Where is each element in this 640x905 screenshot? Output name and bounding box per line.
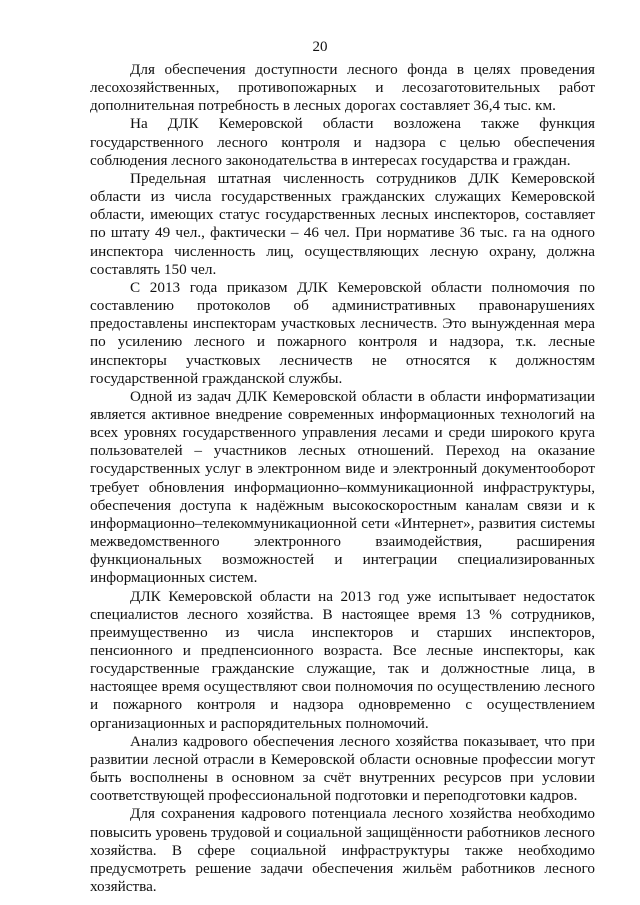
paragraph-chislennost: Предельная штатная численность сотрудников ДЛК Кемеровской области из числа государственных гражданских служащих Кемеровской области, имеющих статус государственных лесных инспекторов, составляет по штату 49 чел., фактически – 46 чел. При нормативе 36 тыс. га на одного инспектора численность лиц, осуществляющих лесную охрану, должна составлять 150 чел. xyxy=(90,169,595,278)
paragraph-kontrol: На ДЛК Кемеровской области возложена также функция государственного лесного контроля и надзора с целью обеспечения соблюдения лесного законодательства в интересах государства и граждан. xyxy=(90,115,595,169)
document-body xyxy=(90,61,595,896)
paragraph-informatizatsiya: Одной из задач ДЛК Кемеровской области в области информатизации является активное внедрение современных информационных технологий на всех уровнях государственного управления лесами и среди широкого круга пользователей – участников лесных отношений. Переход на оказание государственных услуг в электронном виде и электронный документооборот требует обновления информационно–коммуникационной инфраструктуры, обеспечения доступа к надёжным высокоскоростным каналам связи и к информационно–телекоммуникационной сети «Интернет», развития системы межведомственного электронного взаимодействия, расширения функциональных возможностей и интеграции специализированных информационных систем. xyxy=(90,387,595,587)
paragraph-analiz-kadrov: Анализ кадрового обеспечения лесного хозяйства показывает, что при развитии лесной отрасли в Кемеровской области основные профессии могут быть восполнены в основном за счёт внутренних ресурсов при условии соответствующей профессиональной подготовки и переподготовки кадров. xyxy=(90,732,595,805)
paragraph-nedostatok-kadrov: ДЛК Кемеровской области на 2013 год уже испытывает недостаток специалистов лесного хозяйства. В настоящее время 13 % сотрудников, преимущественно из числа инспекторов и старших инспекторов, пенсионного и предпенсионного возраста. Все лесные инспекторы, как государственные гражданские служащие, так и должностные лица, в настоящее время осуществляют свои полномочия по осуществлению лесного и пожарного контроля и надзора одновременно с осуществлением организационных и распорядительных полномочий. xyxy=(90,587,595,732)
paragraph-sotsialnaya-zashchita: Для сохранения кадрового потенциала лесного хозяйства необходимо повысить уровень трудовой и социальной защищённости работников лесного хозяйства. В сфере социальной инфраструктуры также необходимо предусмотреть решение задачи обеспечения жильём работников лесного хозяйства. xyxy=(90,805,595,896)
page-number: 20 xyxy=(312,39,328,55)
paragraph-protokoly: С 2013 года приказом ДЛК Кемеровской области полномочия по составлению протоколов об административных правонарушениях предоставлены инспекторам участковых лесничеств. Это вынужденная мера по усилению лесного и пожарного контроля и надзора, т.к. лесные инспекторы участковых лесничеств не относятся к должностям государственной гражданской службы. xyxy=(90,278,595,387)
paragraph-dorogi: Для обеспечения доступности лесного фонда в целях проведения лесохозяйственных, противопожарных и лесозаготовительных работ дополнительная потребность в лесных дорогах составляет 36,4 тыс. км. xyxy=(90,61,595,115)
